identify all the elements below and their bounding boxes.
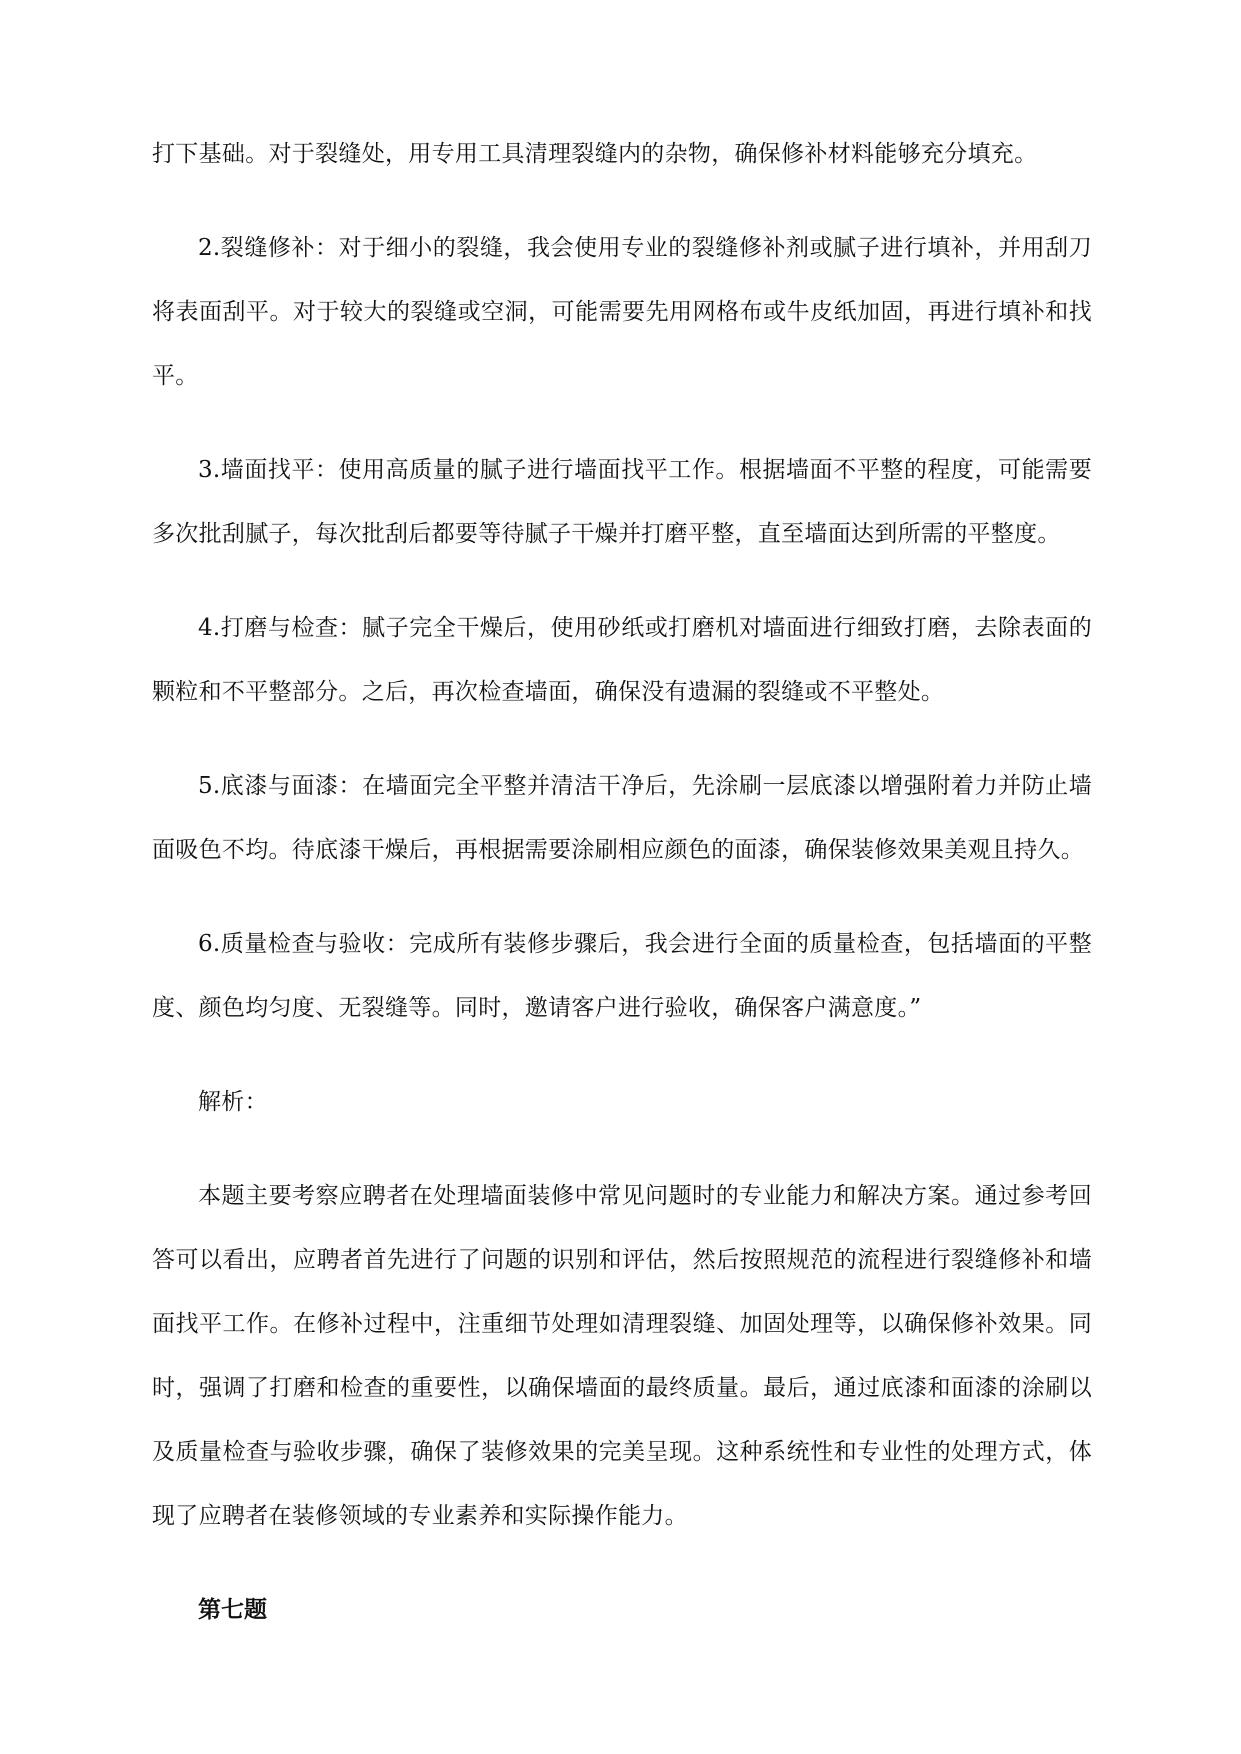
analysis-label: 解析：	[198, 1089, 268, 1115]
paragraph-step-6: 6.质量检查与验收：完成所有装修步骤后，我会进行全面的质量检查，包括墙面的平整度、颜色均匀度、无裂缝等。同时，邀请客户进行验收，确保客户满意度。”	[152, 931, 1092, 1021]
paragraph-step-5: 5.底漆与面漆：在墙面完全平整并清洁干净后，先涂刷一层底漆以增强附着力并防止墙面吸色不均。待底漆干燥后，再根据需要涂刷相应颜色的面漆，确保装修效果美观且持久。	[152, 773, 1092, 863]
paragraph-step-3: 3.墙面找平：使用高质量的腻子进行墙面找平工作。根据墙面不平整的程度，可能需要多次批刮腻子，每次批刮后都要等待腻子干燥并打磨平整，直至墙面达到所需的平整度。	[152, 457, 1092, 547]
analysis-paragraph: 本题主要考察应聘者在处理墙面装修中常见问题时的专业能力和解决方案。通过参考回答可以看出，应聘者首先进行了问题的识别和评估，然后按照规范的流程进行裂缝修补和墙面找平工作。在修补过程中，注重细节处理如清理裂缝、加固处理等，以确保修补效果。同时，强调了打磨和检查的重要性，以确保墙面的最终质量。最后，通过底漆和面漆的涂刷以及质量检查与验收步骤，确保了装修效果的完美呈现。这种系统性和专业性的处理方式，体现了应聘者在装修领域的专业素养和实际操作能力。	[152, 1183, 1092, 1529]
paragraph-continuation: 打下基础。对于裂缝处，用专用工具清理裂缝内的杂物，确保修补材料能够充分填充。	[152, 141, 1038, 167]
paragraph-step-4: 4.打磨与检查：腻子完全干燥后，使用砂纸或打磨机对墙面进行细致打磨，去除表面的颗粒和不平整部分。之后，再次检查墙面，确保没有遗漏的裂缝或不平整处。	[152, 615, 1092, 705]
document-page	[152, 134, 1092, 1642]
section-heading: 第七题	[198, 1596, 267, 1623]
paragraph-step-2: 2.裂缝修补：对于细小的裂缝，我会使用专业的裂缝修补剂或腻子进行填补，并用刮刀将表面刮平。对于较大的裂缝或空洞，可能需要先用网格布或牛皮纸加固，再进行填补和找平。	[152, 235, 1092, 389]
